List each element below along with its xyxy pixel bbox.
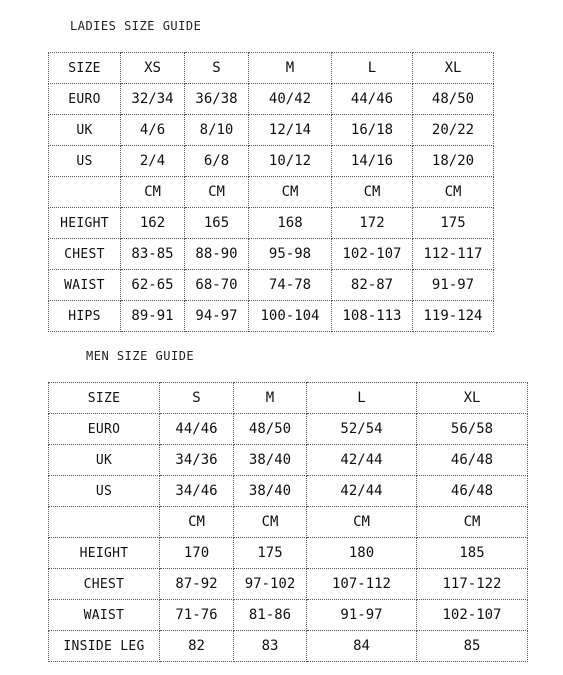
measurement-cell: 117-122: [417, 569, 528, 600]
measurement-cell: 119-124: [413, 301, 494, 332]
measurement-cell: 108-113: [332, 301, 413, 332]
size-column-header: SIZE: [49, 383, 160, 414]
measurement-cell: 175: [413, 208, 494, 239]
measurement-cell: CM: [417, 507, 528, 538]
measurement-cell: 107-112: [307, 569, 417, 600]
size-header-cell: XS: [121, 53, 185, 84]
row-label-cell: [49, 177, 121, 208]
row-label-cell: WAIST: [49, 270, 121, 301]
measurement-cell: 42/44: [307, 445, 417, 476]
measurement-cell: 102-107: [332, 239, 413, 270]
measurement-cell: 68-70: [185, 270, 249, 301]
measurement-cell: 16/18: [332, 115, 413, 146]
table-row: [49, 84, 494, 115]
size-header-cell: L: [332, 53, 413, 84]
measurement-cell: 44/46: [160, 414, 234, 445]
measurement-cell: CM: [413, 177, 494, 208]
table-row: [49, 146, 494, 177]
measurement-cell: CM: [332, 177, 413, 208]
measurement-cell: 40/42: [249, 84, 332, 115]
row-label-cell: UK: [49, 115, 121, 146]
measurement-cell: 74-78: [249, 270, 332, 301]
measurement-cell: 42/44: [307, 476, 417, 507]
measurement-cell: 12/14: [249, 115, 332, 146]
measurement-cell: 46/48: [417, 445, 528, 476]
table-row: [49, 115, 494, 146]
measurement-cell: 175: [234, 538, 307, 569]
measurement-cell: 56/58: [417, 414, 528, 445]
table-row: [49, 600, 528, 631]
measurement-cell: 81-86: [234, 600, 307, 631]
table-row: [49, 538, 528, 569]
measurement-cell: 89-91: [121, 301, 185, 332]
measurement-cell: 4/6: [121, 115, 185, 146]
men-size-guide-title: MEN SIZE GUIDE: [86, 349, 195, 363]
measurement-cell: 34/36: [160, 445, 234, 476]
row-label-cell: EURO: [49, 84, 121, 115]
row-label-cell: EURO: [49, 414, 160, 445]
measurement-cell: 91-97: [307, 600, 417, 631]
measurement-cell: CM: [249, 177, 332, 208]
measurement-cell: CM: [121, 177, 185, 208]
measurement-cell: 84: [307, 631, 417, 662]
measurement-cell: 83: [234, 631, 307, 662]
row-label-cell: CHEST: [49, 239, 121, 270]
measurement-cell: 18/20: [413, 146, 494, 177]
measurement-cell: 95-98: [249, 239, 332, 270]
measurement-cell: 88-90: [185, 239, 249, 270]
table-row: [49, 476, 528, 507]
size-header-cell: M: [234, 383, 307, 414]
measurement-cell: 71-76: [160, 600, 234, 631]
row-label-cell: WAIST: [49, 600, 160, 631]
measurement-cell: 32/34: [121, 84, 185, 115]
table-row: [49, 270, 494, 301]
size-header-cell: S: [160, 383, 234, 414]
row-label-cell: UK: [49, 445, 160, 476]
measurement-cell: 172: [332, 208, 413, 239]
size-header-cell: XL: [417, 383, 528, 414]
table-row: [49, 569, 528, 600]
measurement-cell: 97-102: [234, 569, 307, 600]
measurement-cell: 185: [417, 538, 528, 569]
measurement-cell: 2/4: [121, 146, 185, 177]
table-row: [49, 631, 528, 662]
measurement-cell: 168: [249, 208, 332, 239]
table-row: [49, 445, 528, 476]
measurement-cell: 36/38: [185, 84, 249, 115]
size-header-cell: S: [185, 53, 249, 84]
size-header-cell: L: [307, 383, 417, 414]
row-label-cell: US: [49, 146, 121, 177]
measurement-cell: CM: [185, 177, 249, 208]
row-label-cell: [49, 507, 160, 538]
measurement-cell: 91-97: [413, 270, 494, 301]
measurement-cell: 112-117: [413, 239, 494, 270]
measurement-cell: 94-97: [185, 301, 249, 332]
measurement-cell: 82-87: [332, 270, 413, 301]
measurement-cell: 87-92: [160, 569, 234, 600]
measurement-cell: 83-85: [121, 239, 185, 270]
measurement-cell: 14/16: [332, 146, 413, 177]
size-header-cell: M: [249, 53, 332, 84]
measurement-cell: CM: [234, 507, 307, 538]
measurement-cell: 170: [160, 538, 234, 569]
table-row: [49, 301, 494, 332]
men-size-table: [48, 382, 528, 662]
row-label-cell: INSIDE LEG: [49, 631, 160, 662]
measurement-cell: 46/48: [417, 476, 528, 507]
row-label-cell: US: [49, 476, 160, 507]
measurement-cell: 82: [160, 631, 234, 662]
men-header-row: [49, 383, 528, 414]
measurement-cell: 165: [185, 208, 249, 239]
measurement-cell: 44/46: [332, 84, 413, 115]
measurement-cell: 62-65: [121, 270, 185, 301]
measurement-cell: CM: [160, 507, 234, 538]
size-column-header: SIZE: [49, 53, 121, 84]
measurement-cell: 102-107: [417, 600, 528, 631]
measurement-cell: 8/10: [185, 115, 249, 146]
measurement-cell: 162: [121, 208, 185, 239]
measurement-cell: 48/50: [413, 84, 494, 115]
measurement-cell: 10/12: [249, 146, 332, 177]
table-row: [49, 177, 494, 208]
ladies-header-row: [49, 53, 494, 84]
measurement-cell: 38/40: [234, 476, 307, 507]
measurement-cell: 100-104: [249, 301, 332, 332]
table-row: [49, 414, 528, 445]
row-label-cell: CHEST: [49, 569, 160, 600]
table-row: [49, 208, 494, 239]
measurement-cell: 34/46: [160, 476, 234, 507]
measurement-cell: 6/8: [185, 146, 249, 177]
row-label-cell: HEIGHT: [49, 538, 160, 569]
measurement-cell: CM: [307, 507, 417, 538]
row-label-cell: HEIGHT: [49, 208, 121, 239]
measurement-cell: 38/40: [234, 445, 307, 476]
measurement-cell: 48/50: [234, 414, 307, 445]
measurement-cell: 20/22: [413, 115, 494, 146]
measurement-cell: 85: [417, 631, 528, 662]
row-label-cell: HIPS: [49, 301, 121, 332]
ladies-size-table: [48, 52, 494, 332]
table-row: [49, 239, 494, 270]
size-header-cell: XL: [413, 53, 494, 84]
measurement-cell: 180: [307, 538, 417, 569]
table-row: [49, 507, 528, 538]
measurement-cell: 52/54: [307, 414, 417, 445]
ladies-size-guide-title: LADIES SIZE GUIDE: [70, 19, 202, 33]
